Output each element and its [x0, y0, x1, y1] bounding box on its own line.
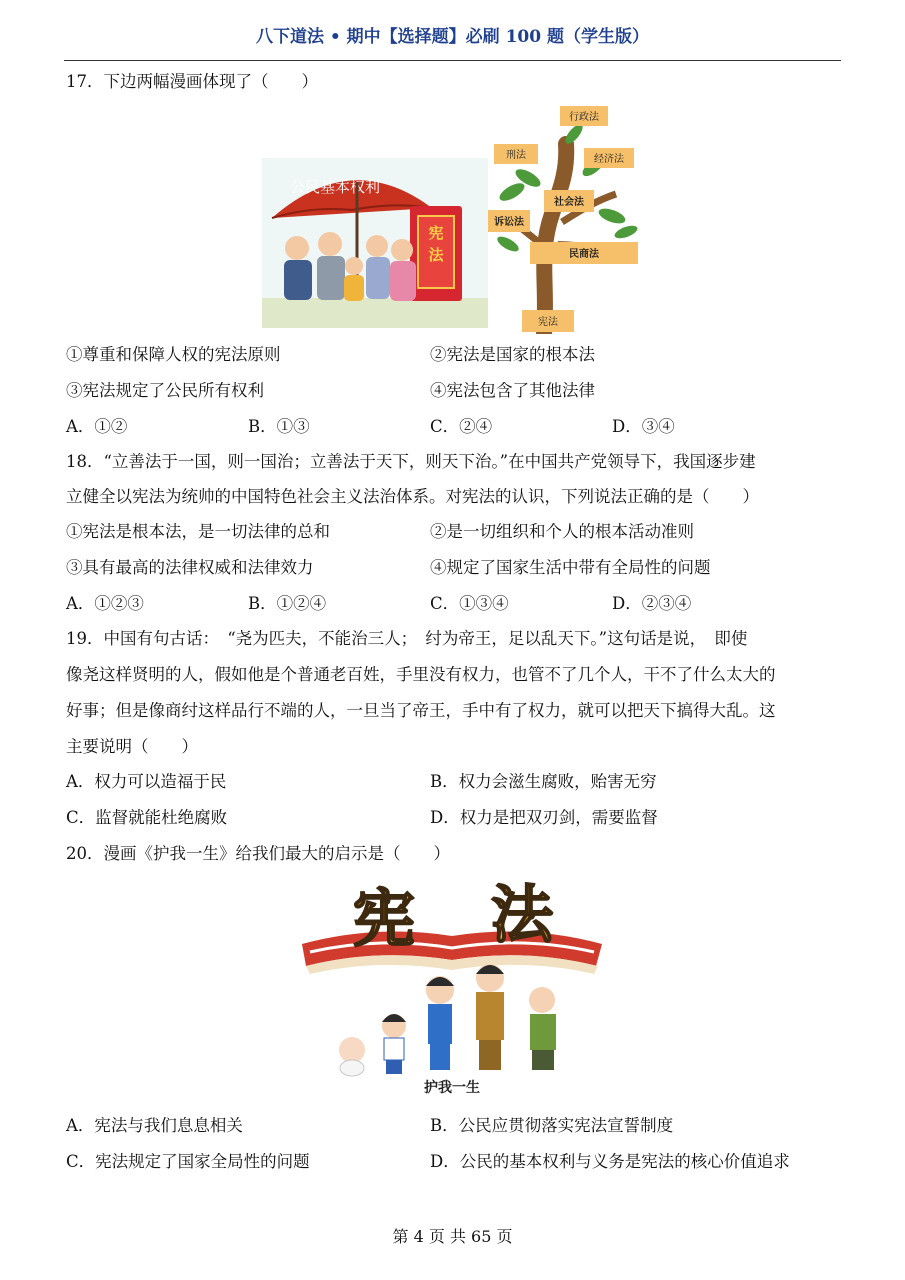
q17-cartoon-law-tree	[488, 104, 644, 334]
tree-label-1: 行政法	[569, 112, 599, 123]
tree-label-4: 社会法	[554, 197, 584, 208]
q19-stem-line-3: 好事；但是像商纣这样品行不端的人，一旦当了帝王，手中有了权力，就可以把天下搞得大乱。这	[66, 701, 776, 720]
q19-option-c[interactable]: C．监督就能杜绝腐败	[66, 808, 228, 827]
q18-item-2: ②是一切组织和个人的根本活动准则	[430, 522, 694, 541]
banner-char-1: 宪	[352, 882, 416, 955]
q18-item-1: ①宪法是根本法，是一切法律的总和	[66, 522, 330, 541]
q17-item-2: ②宪法是国家的根本法	[430, 345, 595, 364]
q17-option-a[interactable]: A．①②	[66, 417, 128, 436]
q17-item-4: ④宪法包含了其他法律	[430, 381, 595, 400]
tree-label-5: 诉讼法	[494, 217, 524, 228]
book-label-char-1: 宪	[428, 224, 444, 242]
q19-option-b[interactable]: B．权力会滋生腐败，贻害无穷	[430, 772, 657, 791]
umbrella-label: 公民基本权利	[290, 178, 381, 196]
tree-label-2: 刑法	[506, 150, 526, 161]
q18-option-b[interactable]: B．①②④	[248, 594, 327, 613]
q18-stem-line-2: 立健全以宪法为统帅的中国特色社会主义法治体系。对宪法的认识，下列说法正确的是（ ）	[66, 487, 759, 506]
q19-stem-line-2: 像尧这样贤明的人，假如他是个普通老百姓，手里没有权力，也管不了几个人，干不了什么太大的	[66, 665, 776, 684]
page-footer: 第 4 页 共 65 页	[392, 1227, 513, 1246]
q17-item-1: ①尊重和保障人权的宪法原则	[66, 345, 281, 364]
q17-option-b[interactable]: B．①③	[248, 417, 310, 436]
q20-option-a[interactable]: A．宪法与我们息息相关	[66, 1116, 243, 1135]
banner-char-2: 法	[490, 878, 554, 951]
q18-item-3: ③具有最高的法律权威和法律效力	[66, 558, 314, 577]
q20-stem: 20．漫画《护我一生》给我们最大的启示是（ ）	[66, 844, 450, 863]
q19-stem-line-4: 主要说明（ ）	[66, 737, 198, 756]
q18-option-c[interactable]: C．①③④	[430, 594, 509, 613]
tree-label-6: 民商法	[569, 249, 599, 260]
tree-label-7: 宪法	[538, 317, 558, 328]
q17-cartoon-umbrella	[262, 158, 488, 328]
q18-stem-line-1: 18．“立善法于一国，则一国治；立善法于天下，则天下治。”在中国共产党领导下，我国逐步建	[66, 452, 756, 471]
tree-label-3: 经济法	[594, 154, 624, 165]
page-header-title: 八下道法 • 期中【选择题】必刷 100 题（学生版）	[255, 27, 650, 47]
q20-option-b[interactable]: B．公民应贯彻落实宪法宣誓制度	[430, 1116, 674, 1135]
q20-option-d[interactable]: D．公民的基本权利与义务是宪法的核心价值追求	[430, 1152, 790, 1171]
cartoon-caption: 护我一生	[424, 1080, 480, 1096]
header-divider	[64, 60, 841, 61]
q17-item-3: ③宪法规定了公民所有权利	[66, 381, 264, 400]
q20-cartoon-constitution	[296, 874, 608, 1102]
q18-option-d[interactable]: D．②③④	[612, 594, 692, 613]
q20-option-c[interactable]: C．宪法规定了国家全局性的问题	[66, 1152, 310, 1171]
q19-option-d[interactable]: D．权力是把双刃剑，需要监督	[430, 808, 658, 827]
q19-option-a[interactable]: A．权力可以造福于民	[66, 772, 227, 791]
q17-option-d[interactable]: D．③④	[612, 417, 675, 436]
q17-option-c[interactable]: C．②④	[430, 417, 493, 436]
q18-option-a[interactable]: A．①②③	[66, 594, 144, 613]
q18-item-4: ④规定了国家生活中带有全局性的问题	[430, 558, 711, 577]
q17-stem: 17．下边两幅漫画体现了（ ）	[66, 72, 318, 91]
book-label-char-2: 法	[428, 246, 444, 264]
q19-stem-line-1: 19．中国有句古话： “尧为匹夫，不能治三人； 纣为帝王，足以乱天下。”这句话是说， 即使	[66, 629, 748, 648]
